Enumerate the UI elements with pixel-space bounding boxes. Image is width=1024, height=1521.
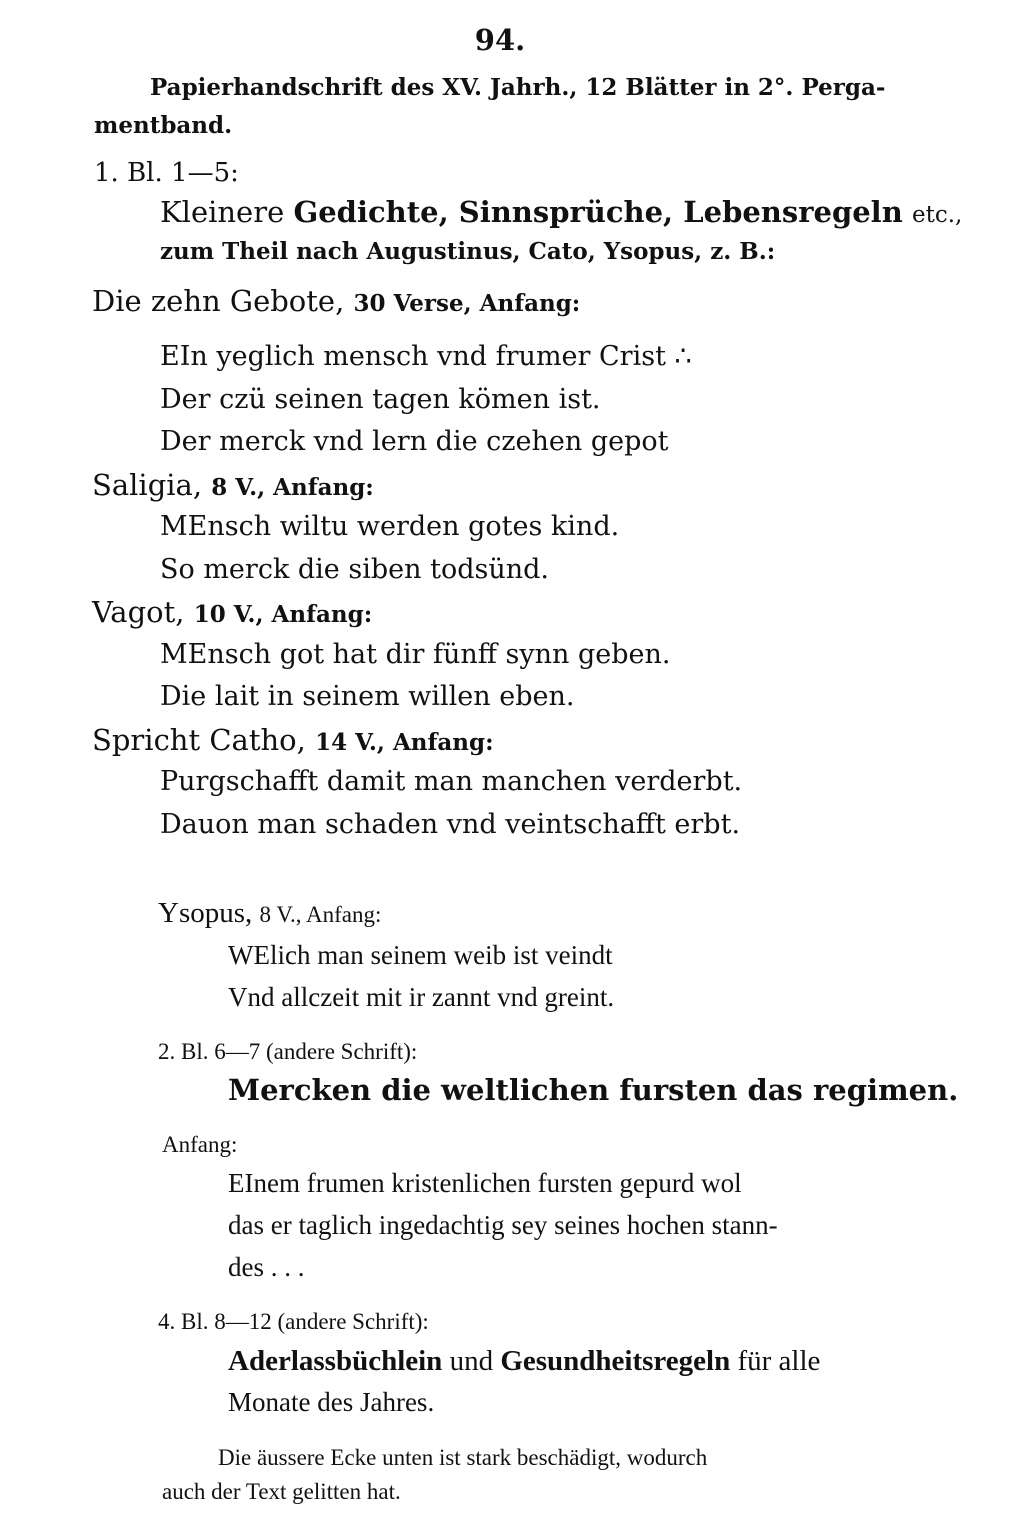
title-bold: Gedichte, Sinnsprüche, Lebensregeln [293, 195, 903, 229]
description-line-1: Papierhandschrift des XV. Jahrh., 12 Blätter in 2°. Perga- [150, 74, 886, 101]
description-line-2: mentband. [94, 112, 233, 139]
poem-name: Vagot, [92, 595, 185, 629]
verse-line: Dauon man schaden vnd veintschafft erbt. [160, 809, 741, 840]
manuscript-description [150, 74, 886, 101]
title-mid: und [449, 1345, 494, 1377]
verse-line: So merck die siben todsünd. [160, 554, 549, 585]
title-bold: Aderlassbüchlein [228, 1345, 443, 1377]
section-4-line-2: Monate des Jahres. [228, 1387, 435, 1417]
title-prefix: Kleinere [160, 195, 285, 229]
title-suffix: etc., [912, 202, 963, 228]
poem-name: Spricht Catho, [92, 723, 306, 757]
incipit-line: des . . . [228, 1252, 305, 1282]
section-1-title [160, 195, 963, 229]
incipit-line: EInem frumen kristenlichen fursten gepurd wol [228, 1168, 742, 1198]
poem-meta: 8 V., Anfang: [211, 474, 374, 501]
poem-name: Die zehn Gebote, [92, 284, 345, 318]
title-suffix: für alle [737, 1345, 821, 1377]
poem-label [158, 899, 381, 928]
poem-label [92, 595, 373, 629]
incipit-label: Anfang: [162, 1132, 238, 1157]
section-2-title: Mercken die weltlichen fursten das regimen. [228, 1073, 959, 1107]
poem-label [92, 284, 581, 318]
poem-meta: 14 V., Anfang: [315, 729, 494, 756]
section-1-subtitle: zum Theil nach Augustinus, Cato, Ysopus, z. B.: [160, 238, 776, 265]
poem-meta: 30 Verse, Anfang: [353, 290, 581, 317]
poem-label [92, 723, 494, 757]
verse-line: MEnsch got hat dir fünff synn geben. [160, 639, 671, 670]
poem-name: Ysopus, [158, 897, 253, 929]
verse-line: WElich man seinem weib ist veindt [228, 940, 613, 970]
title-bold: Gesundheitsregeln [500, 1345, 731, 1377]
section-4-title [228, 1347, 820, 1376]
verse-line: Purgschafft damit man manchen verderbt. [160, 766, 743, 797]
incipit-line: das er taglich ingedachtig sey seines hochen stann- [228, 1210, 778, 1240]
section-4-heading: 4. Bl. 8—12 (andere Schrift): [158, 1309, 429, 1334]
poem-meta: 10 V., Anfang: [193, 601, 373, 628]
verse-line: MEnsch wiltu werden gotes kind. [160, 511, 620, 542]
verse-line: Vnd allczeit mit ir zannt vnd greint. [228, 982, 615, 1012]
verse-line: EIn yeglich mensch vnd frumer Crist ∴ [160, 341, 692, 372]
condition-note-line-1: Die äussere Ecke unten ist stark beschädigt, wodurch [218, 1445, 708, 1470]
section-1-heading: 1. Bl. 1—5: [94, 158, 239, 188]
poem-label [92, 468, 374, 502]
poem-name: Saligia, [92, 468, 203, 502]
verse-line: Der merck vnd lern die czehen gepot [160, 426, 669, 457]
section-2-heading: 2. Bl. 6—7 (andere Schrift): [158, 1039, 418, 1064]
poem-meta: 8 V., Anfang: [259, 902, 382, 927]
verse-line: Die lait in seinem willen eben. [160, 681, 575, 712]
condition-note-line-2: auch der Text gelitten hat. [162, 1479, 401, 1504]
verse-line: Der czü seinen tagen kömen ist. [160, 384, 601, 415]
page-number: 94. [474, 23, 526, 57]
